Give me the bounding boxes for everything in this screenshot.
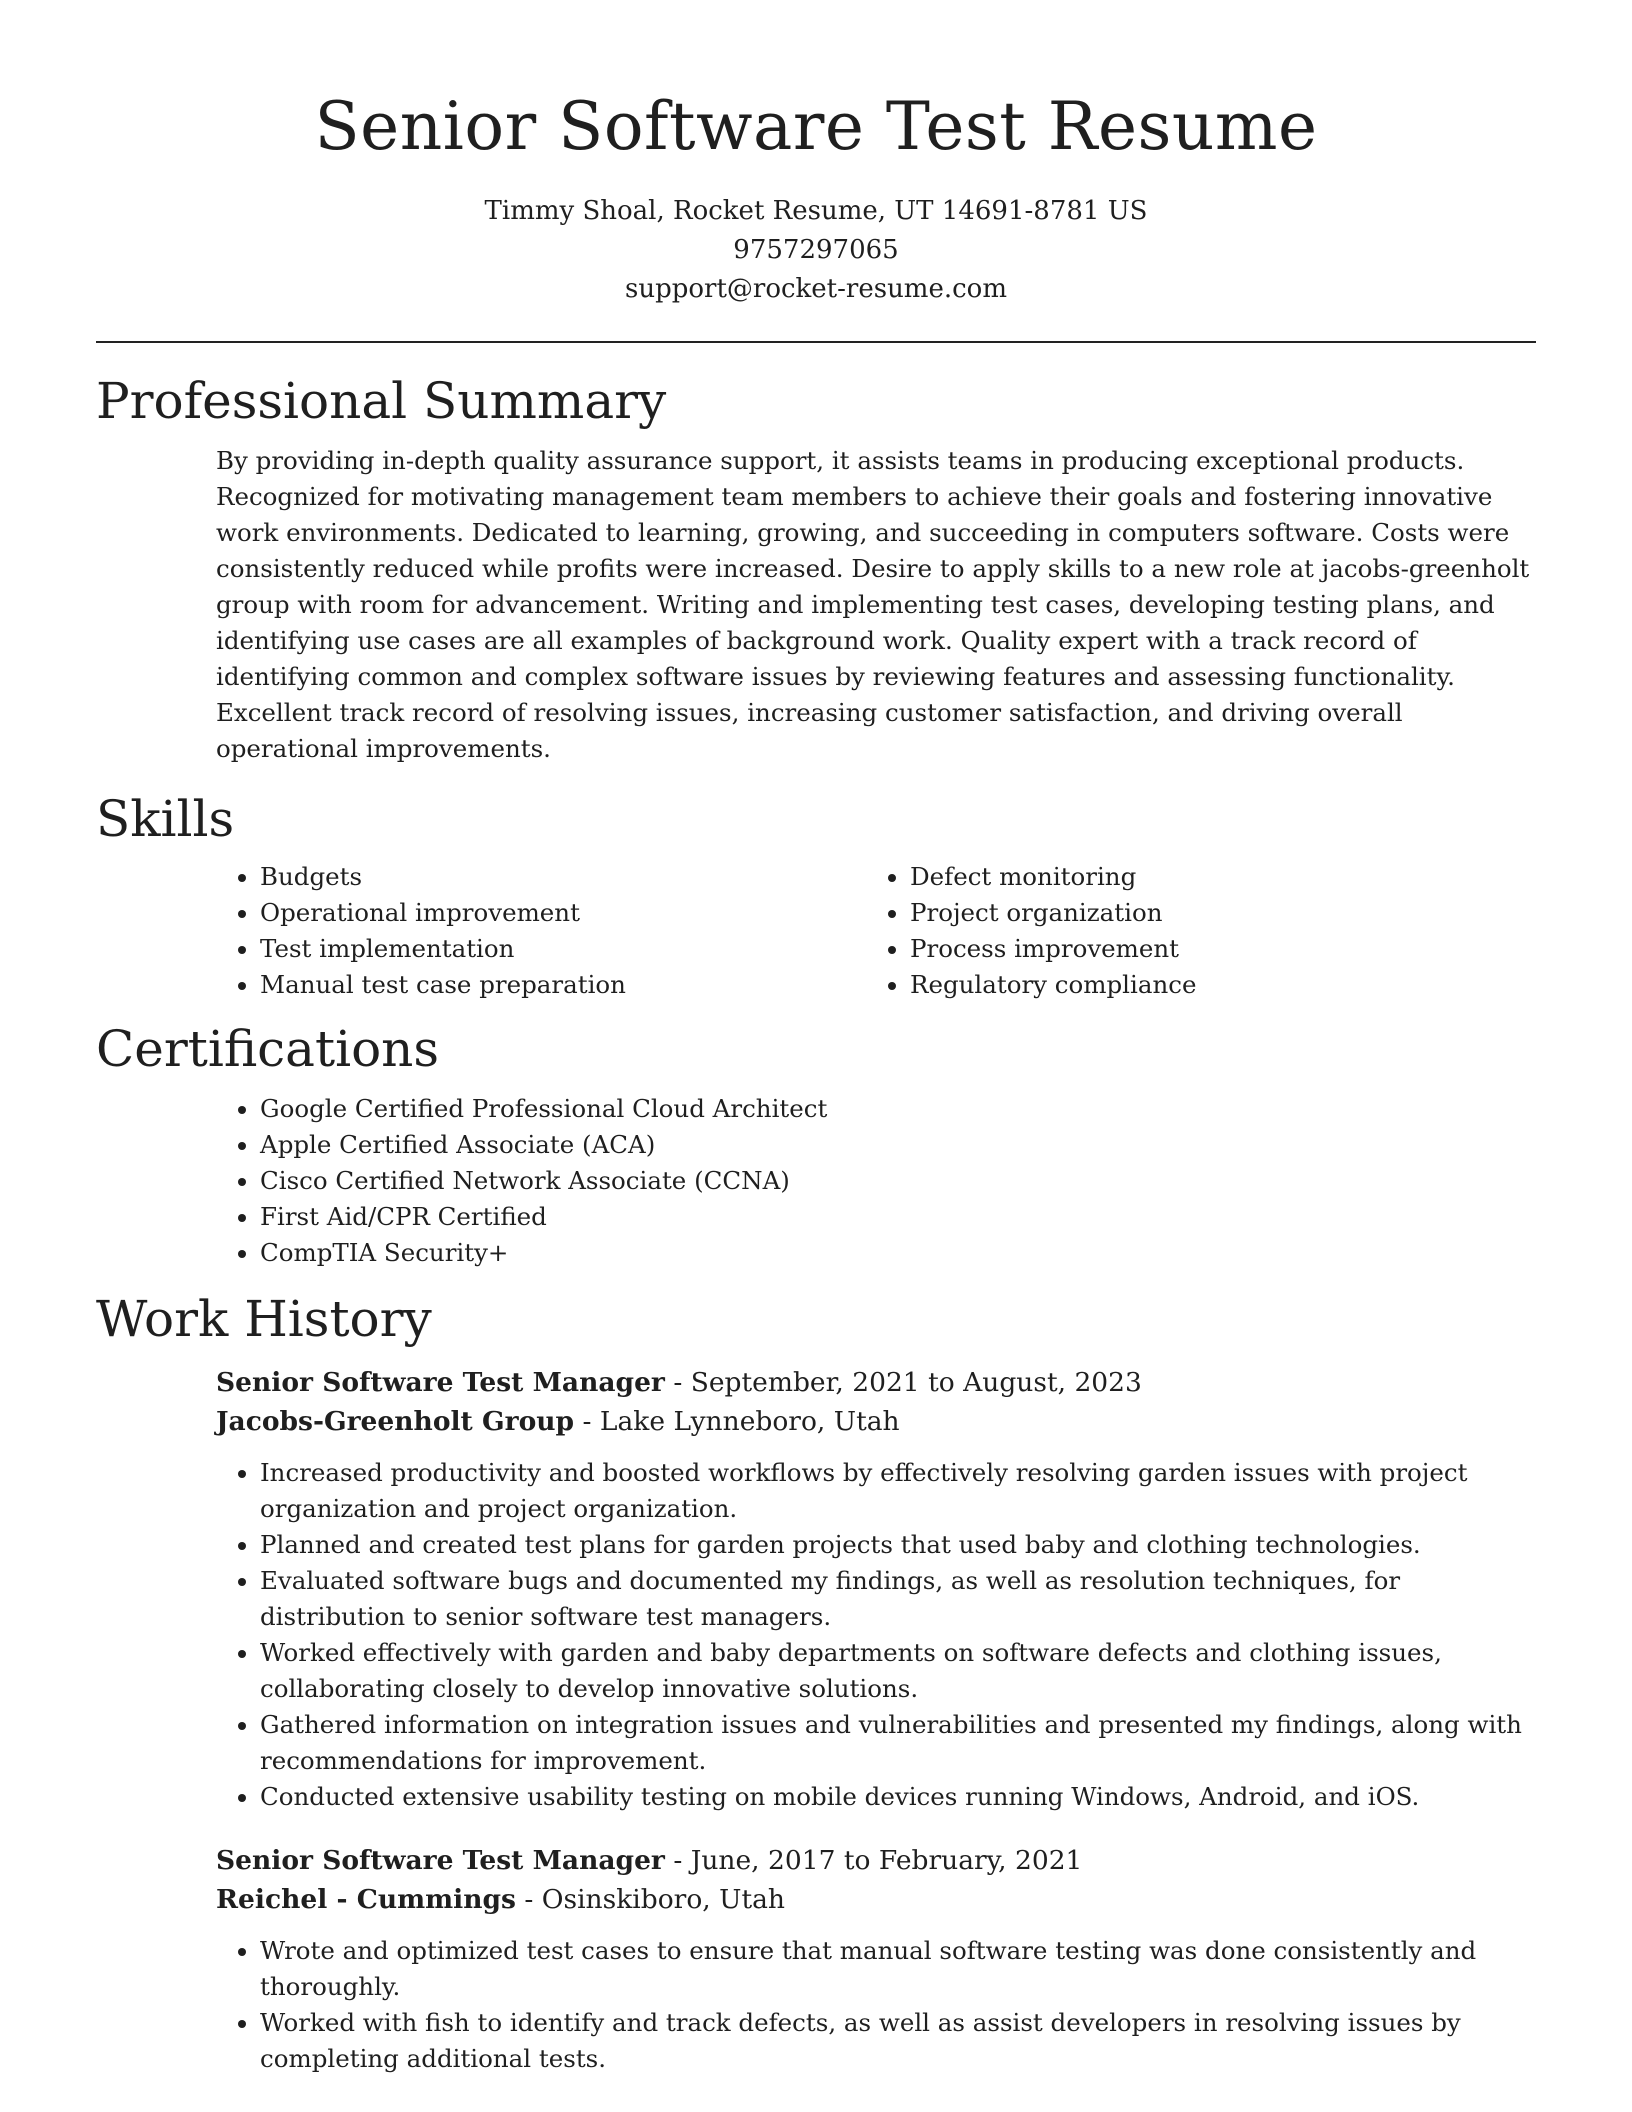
certification-item: • Cisco Certified Network Associate (CCNA): [260, 1163, 1536, 1199]
job-bullet: • Worked effectively with garden and baby departments on software defects and clothing issues, collaborating closely to develop innovative solutions.: [260, 1635, 1546, 1707]
skill-item: • Operational improvement: [260, 895, 866, 931]
job-bullet: • Planned and created test plans for garden projects that used baby and clothing technologies.: [260, 1527, 1546, 1563]
resume-header: [96, 0, 1536, 309]
skills-grid: [216, 859, 1536, 1003]
job-location: - Osinskiboro, Utah: [515, 1884, 785, 1915]
job-company-line: [216, 1402, 1536, 1441]
contact-email[interactable]: support@rocket-resume.com: [624, 274, 1007, 304]
certification-item: • CompTIA Security+: [260, 1235, 1536, 1271]
job-dates: - June, 2017 to February, 2021: [664, 1845, 1083, 1876]
page-title: Senior Software Test Resume: [314, 88, 1318, 165]
summary-text: By providing in-depth quality assurance support, it assists teams in producing exceptional products. Recognized for motivating management team members to achieve their goals and fostering innovative work environments. Dedicated to learning, growing, and succeeding in computers software. Costs were consistently reduced while profits were increased. Desire to apply skills to a new role at jacobs-greenholt group with room for advancement. Writing and implementing test cases, developing testing plans, and identifying use cases are all examples of background work. Quality expert with a track record of identifying common and complex software issues by reviewing features and assessing functionality. Excellent track record of resolving issues, increasing customer satisfaction, and driving overall operational improvements.: [216, 446, 1530, 763]
certification-item: • Apple Certified Associate (ACA): [260, 1127, 1536, 1163]
skill-item: • Defect monitoring: [910, 859, 1516, 895]
skills-heading: Skills: [96, 790, 235, 848]
job-company-line: [216, 1880, 1536, 1919]
skill-item: • Manual test case preparation: [260, 967, 866, 1003]
skill-item: • Project organization: [910, 895, 1516, 931]
job-company: Reichel - Cummings: [216, 1884, 516, 1915]
job-bullet: • Wrote and optimized test cases to ensure that manual software testing was done consistently and thoroughly.: [260, 1933, 1546, 2005]
certification-item: • First Aid/CPR Certified: [260, 1199, 1536, 1235]
certifications-heading: Certifications: [96, 1020, 440, 1078]
job-bullets: [216, 1455, 1546, 1815]
job-entry: [216, 1841, 1536, 2077]
job-bullets: [216, 1933, 1546, 2077]
skill-item: • Regulatory compliance: [910, 967, 1516, 1003]
skill-item: • Test implementation: [260, 931, 866, 967]
work-history-heading: Work History: [96, 1290, 432, 1348]
job-entry: [216, 1363, 1536, 1815]
job-bullet: • Gathered information on integration issues and vulnerabilities and presented my findings, along with recommendations for improvement.: [260, 1707, 1546, 1779]
job-title-line: [216, 1841, 1536, 1880]
job-title: Senior Software Test Manager: [216, 1367, 665, 1398]
job-title-line: [216, 1363, 1536, 1402]
skill-item: • Process improvement: [910, 931, 1516, 967]
skills-column-right: [866, 859, 1516, 1003]
job-title: Senior Software Test Manager: [216, 1845, 665, 1876]
job-bullet: • Evaluated software bugs and documented my findings, as well as resolution techniques, for distribution to senior software test managers.: [260, 1563, 1546, 1635]
job-dates: - September, 2021 to August, 2023: [664, 1367, 1142, 1398]
job-company: Jacobs-Greenholt Group: [216, 1406, 575, 1437]
certification-item: • Google Certified Professional Cloud Architect: [260, 1091, 1536, 1127]
job-bullet: • Increased productivity and boosted workflows by effectively resolving garden issues with project organization and project organization.: [260, 1455, 1546, 1527]
contact-address: Timmy Shoal, Rocket Resume, UT 14691-8781 US: [484, 196, 1148, 226]
summary-heading: Professional Summary: [96, 372, 667, 430]
job-bullet: • Conducted extensive usability testing on mobile devices running Windows, Android, and iOS.: [260, 1779, 1546, 1815]
contact-block: [96, 192, 1536, 309]
contact-phone: 9757297065: [733, 235, 899, 265]
certifications-list: [216, 1091, 1536, 1271]
skills-column-left: [216, 859, 866, 1003]
job-location: - Lake Lynneboro, Utah: [574, 1406, 900, 1437]
header-divider: [96, 341, 1536, 343]
skill-item: • Budgets: [260, 859, 866, 895]
resume-page: [96, 0, 1536, 2077]
job-bullet: • Worked with fish to identify and track defects, as well as assist developers in resolving issues by completing additional tests.: [260, 2005, 1546, 2077]
